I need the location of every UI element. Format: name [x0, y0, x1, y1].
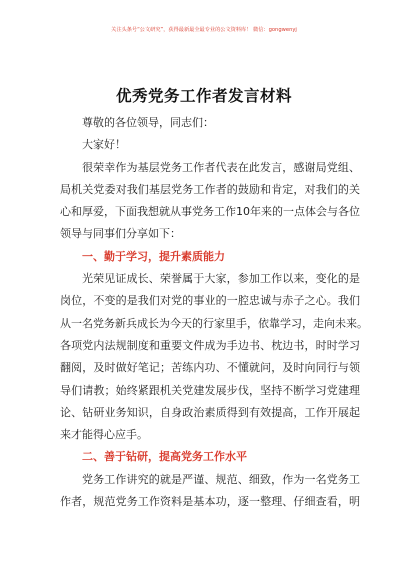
document-body — [60, 112, 368, 513]
section1-line: 岗位，不变的是我们对党的事业的一腔忠诚与赤子之心。我们 — [60, 294, 360, 308]
section-heading: 二、善于钻研，提高党务工作水平 — [82, 450, 247, 464]
section1-line: 光荣见证成长、荣誉属于大家，参加工作以来，变化的是 — [82, 272, 360, 286]
intro-line: 领导与同事们分享如下： — [60, 227, 181, 241]
section1-line: 从一名党务新兵成长为今天的行家里手，依靠学习，走向未来。 — [60, 316, 368, 330]
section1-line: 各项党内法规制度和重要文件成为手边书、枕边书，时时学习 — [60, 338, 360, 352]
section2-line: 党务工作讲究的就是严谨、规范、细致，作为一名党务工 — [82, 472, 360, 486]
section1-line: 导们请教；始终紧跟机关党建发展步伐，坚持不断学习党建理 — [60, 383, 360, 397]
intro-line: 心和厚爱，下面我想就从事党务工作10年来的一点体会与各位 — [60, 205, 360, 219]
section1-line: 来才能得心应手。 — [60, 428, 148, 442]
section1-line: 论、钻研业务知识，自身政治素质得到有效提高，工作开展起 — [60, 405, 360, 419]
salutation: 尊敬的各位领导，同志们： — [82, 116, 214, 129]
section2-line: 作者，规范党务工作资料是基本功，逐一整理、仔细查看，明 — [60, 495, 360, 509]
greeting: 大家好！ — [82, 138, 126, 152]
section1-line: 翻阅，及时做好笔记；苦练内功、不懂就问，及时向同行与领 — [60, 361, 360, 375]
document-title: 优秀党务工作者发言材料 — [115, 87, 292, 105]
section-heading: 一、勤于学习，提升素质能力 — [82, 249, 225, 263]
intro-line: 很荣幸作为基层党务工作者代表在此发言，感谢局党组、 — [82, 160, 360, 174]
intro-line: 局机关党委对我们基层党务工作者的鼓励和肯定，对我们的关 — [60, 182, 360, 196]
header-note: 关注头条号“公文研究”，获得最新最全最专业的公文资料库！ 微信：gongwenyj — [111, 27, 297, 33]
